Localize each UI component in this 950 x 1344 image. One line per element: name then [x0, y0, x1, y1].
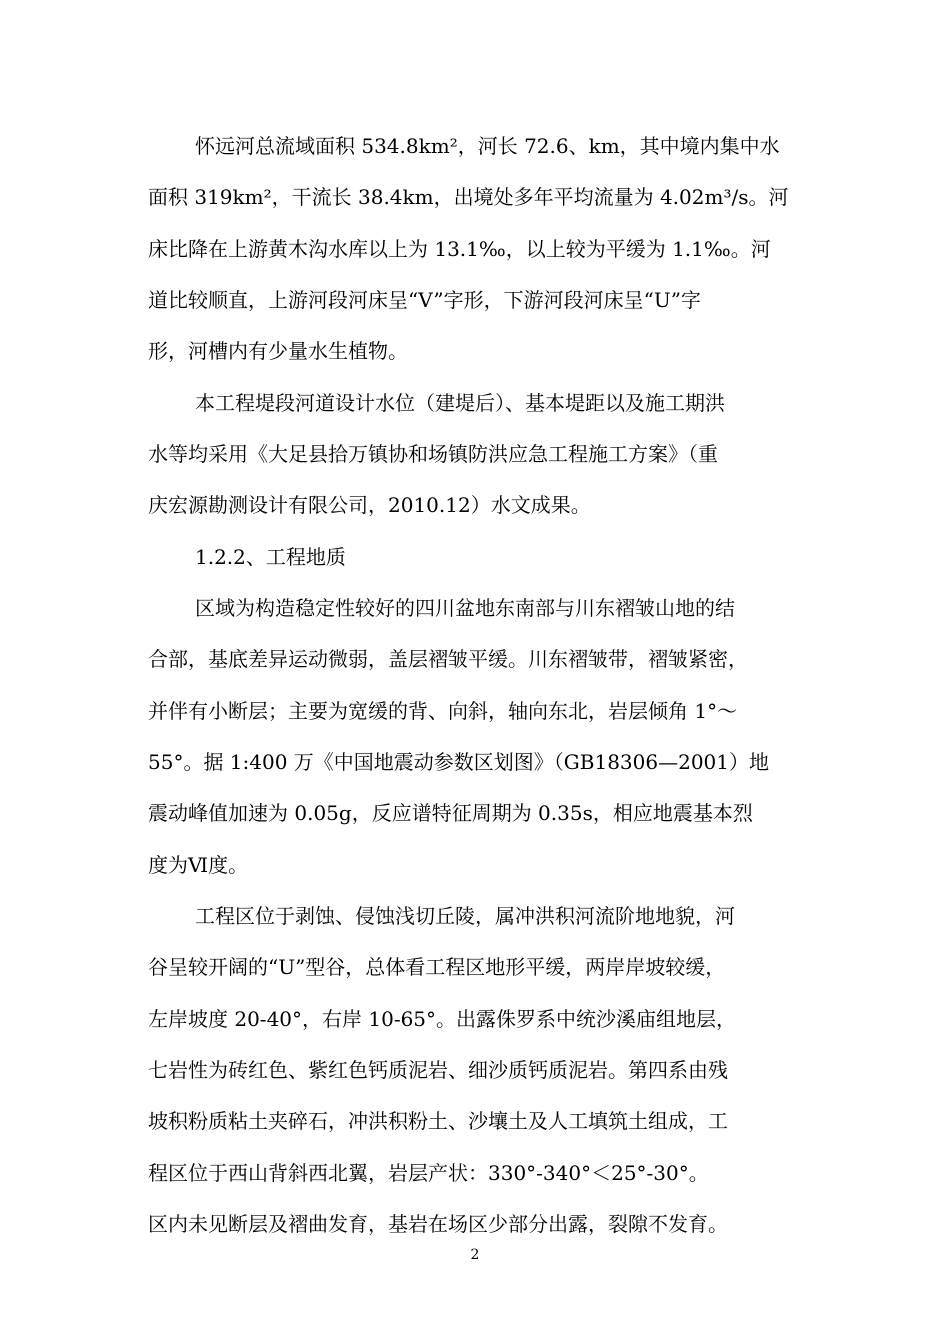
section-heading: 1.2.2、工程地质: [195, 545, 346, 569]
text-line: 区内未见断层及褶曲发育，基岩在场区少部分出露，裂隙不发育。: [148, 1212, 728, 1236]
text-line: 左岸坡度 20-40°，右岸 10-65°。出露侏罗系中统沙溪庙组地层，: [148, 1007, 737, 1031]
text-line: 水等均采用《大足县拾万镇协和场镇防洪应急工程施工方案》（重: [148, 442, 718, 466]
text-line: 谷呈较开阔的“U”型谷，总体看工程区地形平缓，两岸岸坡较缓，: [148, 955, 726, 979]
text-line: 庆宏源勘测设计有限公司，2010.12）水文成果。: [148, 493, 591, 517]
text-line: 度为Ⅵ度。: [148, 853, 249, 877]
page-number: 2: [470, 1247, 480, 1263]
text-line: 坡积粉质粘土夹碎石，冲洪积粉土、沙壤土及人工填筑土组成，工: [148, 1109, 728, 1133]
text-line: 七岩性为砖红色、紫红色钙质泥岩、细沙质钙质泥岩。第四系由残: [148, 1058, 728, 1082]
text-line: 道比较顺直，上游河段河床呈“V”字形，下游河段河床呈“U”字: [148, 288, 701, 312]
text-line: 工程区位于剥蚀、侵蚀浅切丘陵，属冲洪积河流阶地地貌，河: [195, 904, 735, 928]
text-line: 本工程堤段河道设计水位（建堤后）、基本堤距以及施工期洪: [195, 391, 725, 415]
text-line: 55°。据 1:400 万《中国地震动参数区划图》（GB18306—2001）地: [148, 750, 769, 774]
text-line: 并伴有小断层；主要为宽缓的背、向斜，轴向东北，岩层倾角 1°～: [148, 699, 738, 723]
text-line: 怀远河总流域面积 534.8km²，河长 72.6、km，其中境内集中水: [195, 134, 780, 158]
text-line: 震动峰值加速为 0.05g，反应谱特征周期为 0.35s，相应地震基本烈: [148, 801, 753, 825]
text-line: 形，河槽内有少量水生植物。: [148, 339, 408, 363]
text-line: 程区位于西山背斜西北翼，岩层产状：330°-340°＜25°-30°。: [148, 1161, 709, 1185]
text-line: 区域为构造稳定性较好的四川盆地东南部与川东褶皱山地的结: [195, 596, 735, 620]
text-line: 床比降在上游黄木沟水库以上为 13.1‰，以上较为平缓为 1.1‰。河: [148, 237, 771, 261]
text-line: 合部，基底差异运动微弱，盖层褶皱平缓。川东褶皱带，褶皱紧密，: [148, 647, 748, 671]
text-line: 面积 319km²，干流长 38.4km，出境处多年平均流量为 4.02m³/s。河: [148, 185, 789, 209]
